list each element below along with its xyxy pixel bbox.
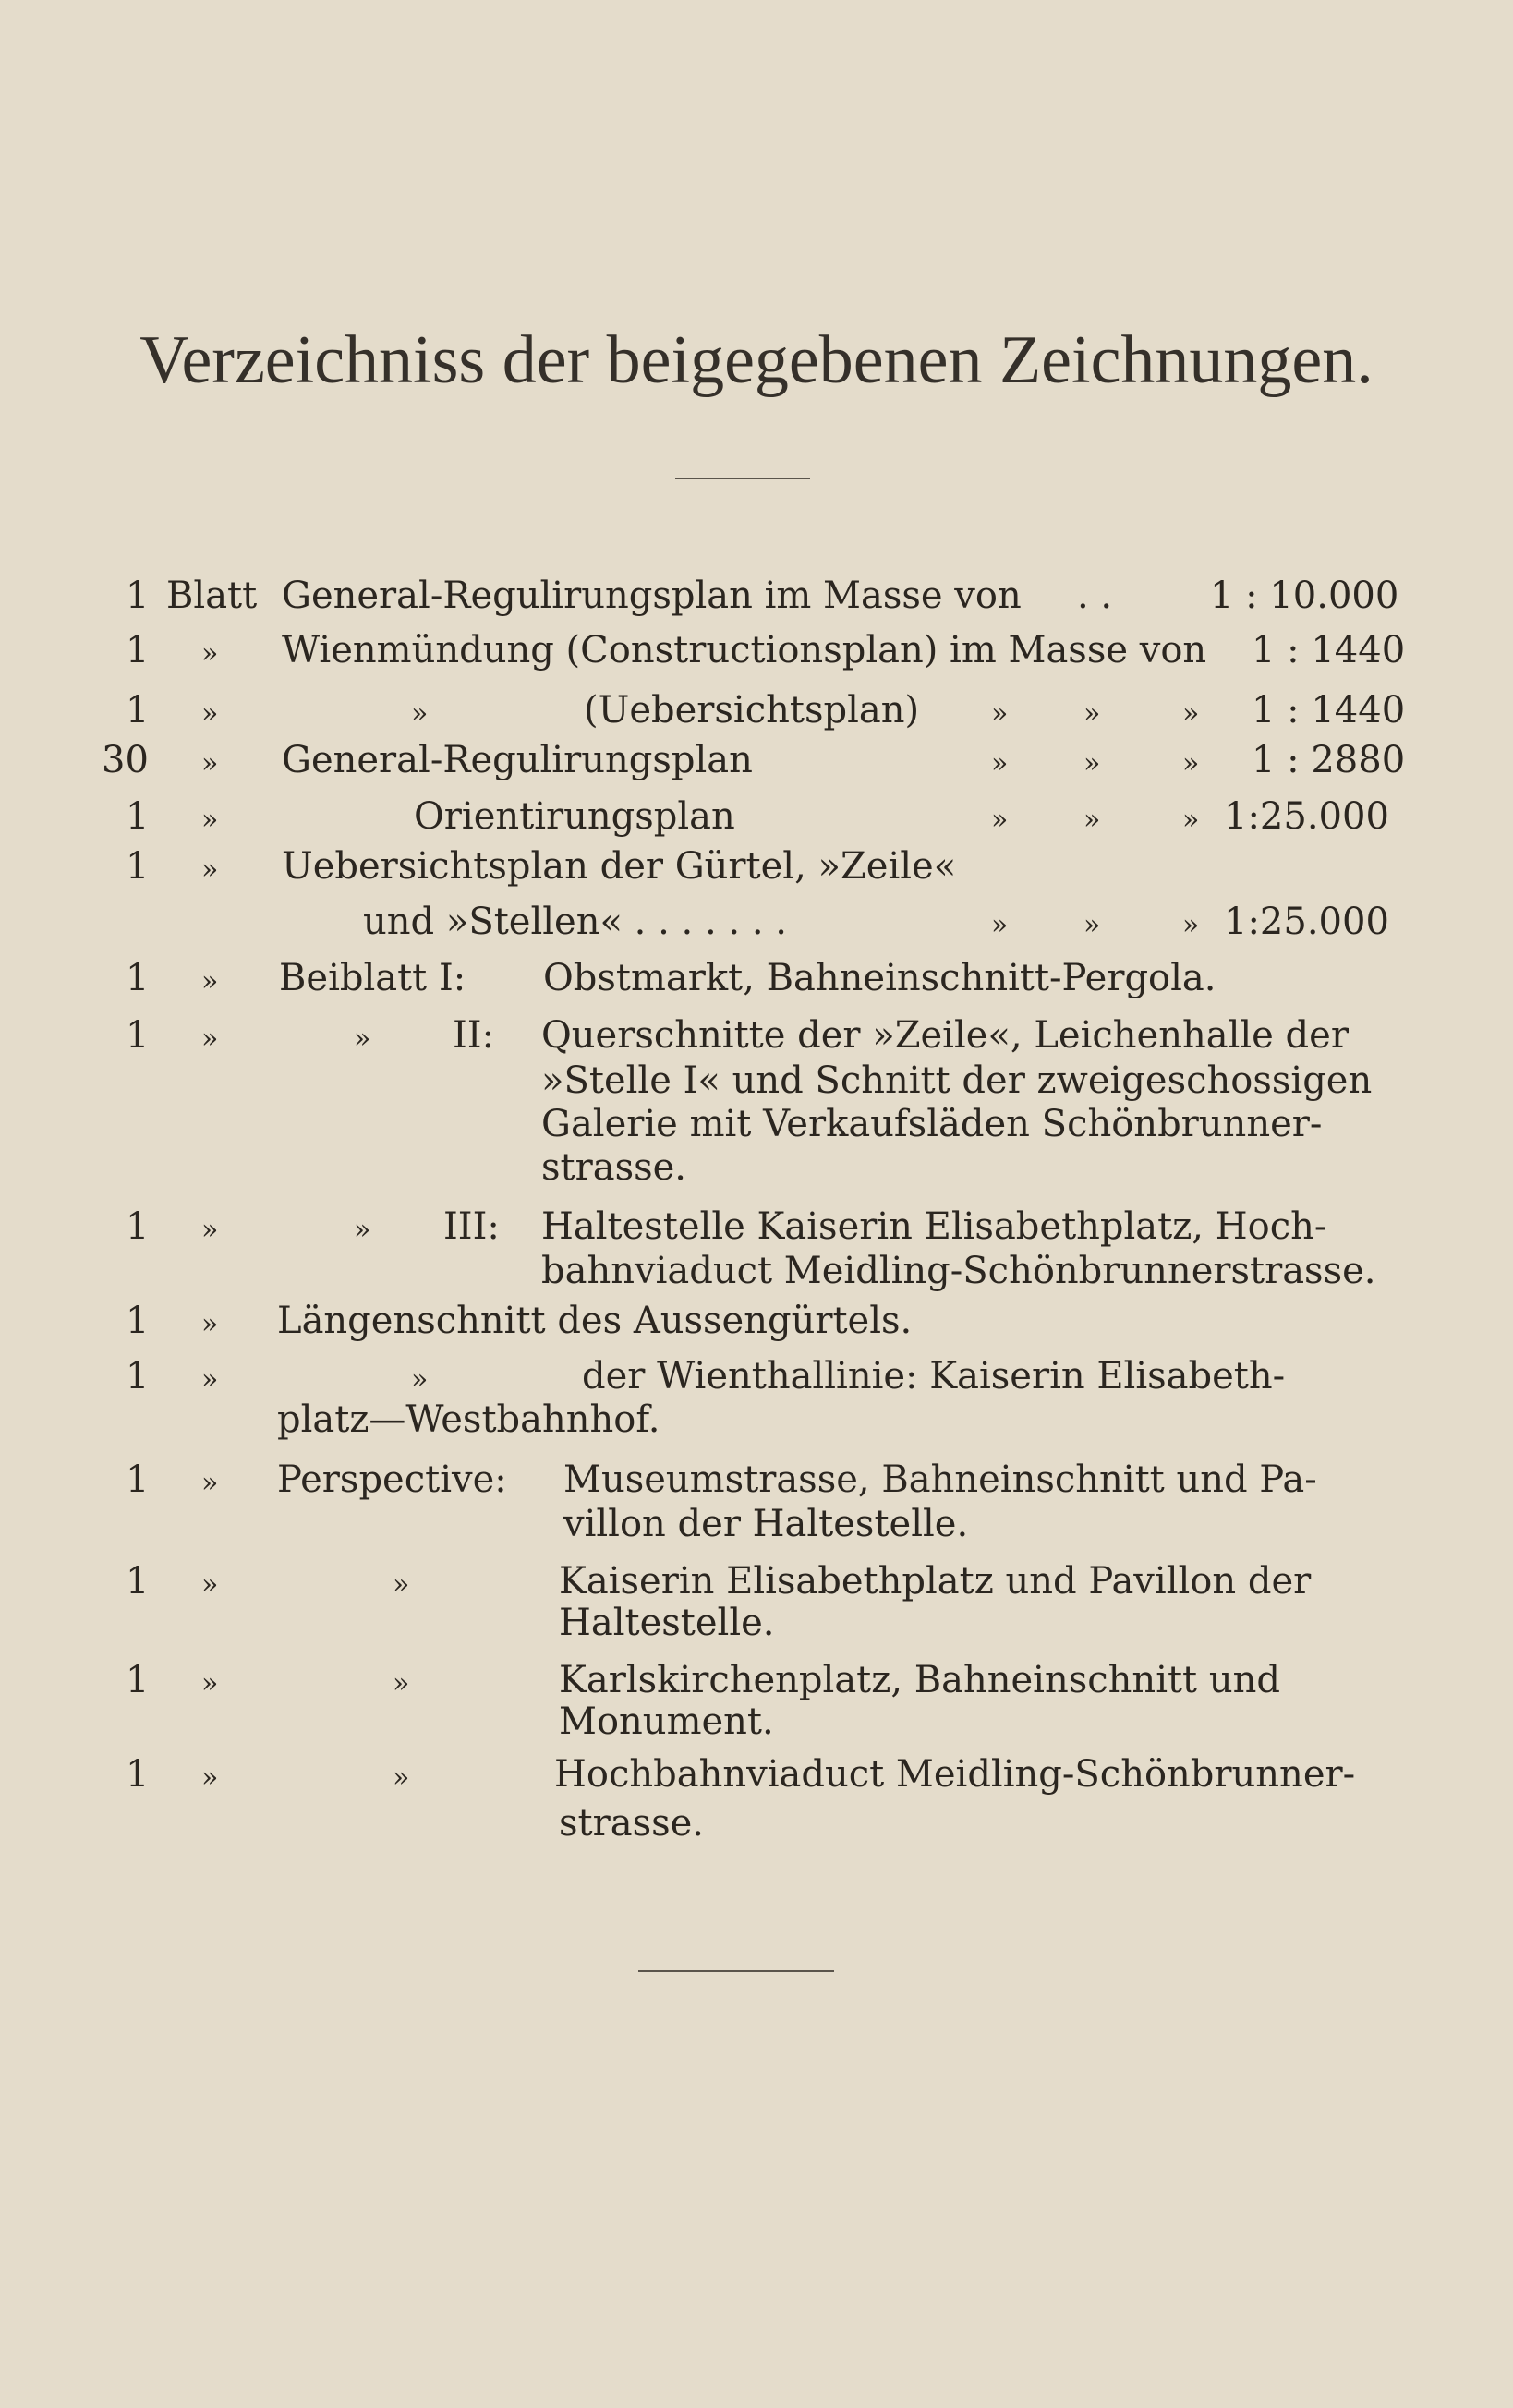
ditto-mark: »	[991, 747, 1009, 780]
entry-label: III:	[443, 1205, 500, 1248]
entry-unit: »	[201, 697, 219, 730]
entry-description: Hochbahnviaduct Meidling-Schönbrunner-	[554, 1753, 1356, 1796]
ditto-mark: »	[991, 804, 1009, 836]
ditto-mark: »	[1182, 697, 1200, 730]
entry-count: 1	[126, 629, 150, 672]
entry-count: 1	[126, 1458, 150, 1501]
ditto-mark: »	[1083, 697, 1101, 730]
entry-count: 1	[126, 1753, 150, 1796]
ditto-mark: »	[411, 1363, 429, 1396]
entry-description: Wienmündung (Constructionsplan) im Masse von	[282, 629, 1207, 672]
entry-description: Karlskirchenplatz, Bahneinschnitt und	[559, 1659, 1280, 1701]
entry-scale: 1:25.000	[1224, 901, 1389, 943]
ditto-mark: »	[1182, 804, 1200, 836]
entry-unit: »	[201, 1568, 219, 1601]
entry-description-continued: und »Stellen« . . . . . . .	[363, 901, 787, 943]
ditto-mark: »	[393, 1568, 410, 1601]
entry-label: Perspective:	[277, 1458, 507, 1501]
entry-description: Museumstrasse, Bahneinschnitt und Pa-	[563, 1458, 1317, 1501]
entry-unit: »	[201, 1022, 219, 1055]
entry-description-continued: bahnviaduct Meidling-Schönbrunnerstrasse.	[541, 1250, 1376, 1292]
entry-unit: Blatt	[166, 575, 258, 617]
ditto-mark: »	[1083, 804, 1101, 836]
entry-scale: 1 : 1440	[1252, 689, 1406, 732]
entry-unit: »	[201, 804, 219, 836]
entry-count: 1	[126, 1014, 150, 1057]
entry-count: 1	[126, 575, 150, 617]
ditto-mark: »	[354, 1022, 371, 1055]
entry-count: 1	[126, 957, 150, 999]
entry-scale: 1 : 2880	[1252, 739, 1406, 781]
entry-label: Beiblatt I:	[279, 957, 466, 999]
entry-description-continued: platz—Westbahnhof.	[277, 1398, 660, 1441]
ditto-mark: »	[393, 1761, 410, 1794]
title-rule	[675, 478, 810, 479]
ditto-mark: »	[1083, 747, 1101, 780]
entry-unit: »	[201, 1308, 219, 1340]
ditto-mark: »	[393, 1667, 410, 1700]
entry-label: II:	[453, 1014, 495, 1057]
entry-unit: »	[201, 1363, 219, 1396]
entry-count: 1	[126, 1659, 150, 1701]
entry-count: 1	[126, 1560, 150, 1603]
ditto-mark: »	[1182, 747, 1200, 780]
ditto-mark: »	[1083, 909, 1101, 941]
entry-description-continued: strasse.	[541, 1146, 687, 1189]
entry-description: Uebersichtsplan der Gürtel, »Zeile«	[282, 845, 957, 888]
entry-description: Orientirungsplan	[414, 795, 735, 838]
dot-leader: . .	[1077, 575, 1113, 617]
entry-count: 1	[126, 1355, 150, 1398]
entry-description: General-Regulirungsplan im Masse von	[282, 575, 1022, 617]
ditto-mark: »	[991, 697, 1009, 730]
entry-description: Längenschnitt des Aussengürtels.	[277, 1300, 913, 1342]
entry-description: General-Regulirungsplan	[282, 739, 753, 781]
ditto-mark: »	[411, 697, 429, 730]
entry-unit: »	[201, 747, 219, 780]
entry-description: (Uebersichtsplan)	[584, 689, 920, 732]
entry-description: Kaiserin Elisabethplatz und Pavillon der	[559, 1560, 1312, 1603]
entry-unit: »	[201, 965, 219, 998]
entry-count: 1	[126, 845, 150, 888]
entry-count: 1	[126, 1205, 150, 1248]
entry-unit: »	[201, 853, 219, 886]
entry-scale: 1 : 10.000	[1210, 575, 1399, 617]
entry-description-continued: »Stelle I« und Schnitt der zweigeschossigen	[541, 1059, 1373, 1102]
ditto-mark: »	[991, 909, 1009, 941]
entry-scale: 1:25.000	[1224, 795, 1389, 838]
ditto-mark: »	[354, 1214, 371, 1246]
entry-description: der Wienthallinie: Kaiserin Elisabeth-	[582, 1355, 1286, 1398]
entry-unit: »	[201, 1761, 219, 1794]
entry-count: 1	[126, 689, 150, 732]
entry-description-continued: Monument.	[559, 1700, 774, 1743]
entry-description-continued: Galerie mit Verkaufsläden Schönbrunner-	[541, 1103, 1323, 1145]
entry-unit: »	[201, 1214, 219, 1246]
end-rule	[638, 1970, 834, 1972]
ditto-mark: »	[1182, 909, 1200, 941]
entry-unit: »	[201, 1467, 219, 1499]
entry-description: Obstmarkt, Bahneinschnitt-Pergola.	[543, 957, 1216, 999]
page-title: Verzeichniss der beigegebenen Zeichnungen.	[139, 322, 1374, 398]
entry-description: Querschnitte der »Zeile«, Leichenhalle der	[541, 1014, 1349, 1057]
entry-description-continued: strasse.	[559, 1802, 705, 1845]
entry-count: 30	[102, 739, 149, 781]
entry-description-continued: Haltestelle.	[559, 1602, 775, 1644]
entry-unit: »	[201, 1667, 219, 1700]
entry-description-continued: villon der Haltestelle.	[563, 1503, 969, 1545]
entry-unit: »	[201, 637, 219, 670]
entry-count: 1	[126, 795, 150, 838]
entry-scale: 1 : 1440	[1252, 629, 1406, 672]
entry-count: 1	[126, 1300, 150, 1342]
entry-description: Haltestelle Kaiserin Elisabethplatz, Hoch-	[541, 1205, 1327, 1248]
